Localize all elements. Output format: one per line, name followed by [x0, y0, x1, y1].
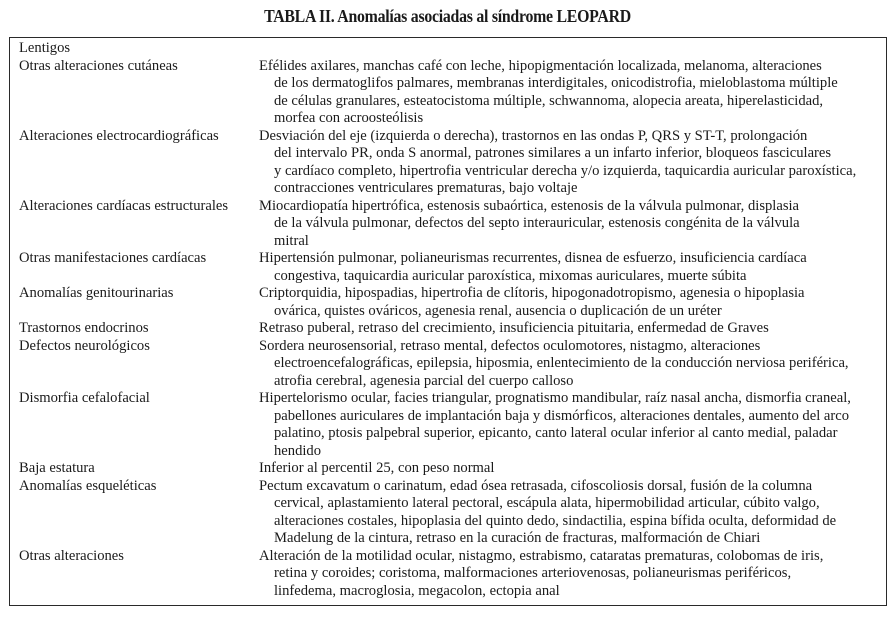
- description-line: de los dermatoglifos palmares, membranas interdigitales, onicodistrofia, mieloblastoma múltiple: [274, 75, 838, 91]
- table-row: [19, 198, 885, 251]
- row-label: Alteraciones electrocardiográficas: [19, 127, 219, 144]
- description-line: Retraso puberal, retraso del crecimiento, insuficiencia pituitaria, enfermedad de Graves: [259, 320, 769, 336]
- row-label: Lentigos: [19, 40, 71, 56]
- row-label: Otras alteraciones cutáneas: [19, 57, 178, 74]
- description-line: hendido: [274, 442, 322, 459]
- description-line: congestiva, taquicardia auricular paroxística, mixomas auriculares, muerte súbita: [274, 267, 747, 284]
- description-line: morfea con acroosteólisis: [274, 110, 424, 126]
- description-line: palatino, ptosis palpebral superior, epicanto, canto lateral ocular inferior al canto medial, paladar: [274, 425, 838, 441]
- description-line: Hipertensión pulmonar, polianeurismas recurrentes, disnea de esfuerzo, insuficiencia cardíaca: [259, 250, 807, 266]
- table-row: [19, 40, 885, 58]
- row-description: [259, 390, 885, 460]
- table-row: [19, 460, 885, 478]
- table-row: [19, 548, 885, 601]
- row-description: [259, 320, 885, 338]
- description-line: Sordera neurosensorial, retraso mental, defectos oculomotores, nistagmo, alteraciones: [259, 337, 761, 354]
- description-line: pabellones auriculares de implantación baja y dismórficos, alteraciones dentales, aumento del arco: [274, 407, 850, 424]
- row-description: [259, 198, 885, 251]
- description-line: retina y coroides; coristoma, malformaciones arteriovenosas, polianeurismas periféricos,: [274, 565, 792, 581]
- description-line: Criptorquidia, hipospadias, hipertrofia de clítoris, hipogonadotropismo, agenesia o hipoplasia: [259, 285, 805, 301]
- row-description: [259, 58, 885, 128]
- row-label: Trastornos endocrinos: [19, 320, 149, 336]
- row-description: [259, 478, 885, 548]
- table-row: [19, 285, 885, 320]
- description-line: mitral: [274, 232, 309, 249]
- description-line: Madelung de la cintura, retraso en la curación de fracturas, malformación de Chiari: [274, 530, 761, 546]
- description-line: Hipertelorismo ocular, facies triangular, prognatismo mandibular, raíz nasal ancha, dismorfia craneal,: [259, 390, 851, 406]
- row-description: [259, 338, 885, 391]
- description-line: y cardíaco completo, hipertrofia ventricular derecha y/o izquierda, taquicardia auricular paroxística,: [274, 162, 857, 179]
- table-title: TABLA II. Anomalías asociadas al síndrome LEOPARD: [264, 6, 631, 26]
- table-row: [19, 58, 885, 128]
- description-line: Miocardiopatía hipertrófica, estenosis subaórtica, estenosis de la válvula pulmonar, displasia: [259, 197, 800, 214]
- table-row: [19, 338, 885, 391]
- description-line: Efélides axilares, manchas café con leche, hipopigmentación localizada, melanoma, alteraciones: [259, 57, 822, 74]
- description-line: linfedema, macroglosia, megacolon, ectopia anal: [274, 582, 560, 599]
- description-line: alteraciones costales, hipoplasia del quinto dedo, sindactilia, espina bífida oculta, deformidad de: [274, 512, 837, 529]
- anomalies-table: [9, 37, 887, 606]
- row-description: [259, 285, 885, 320]
- table-body: [19, 40, 885, 600]
- row-label: Anomalías esqueléticas: [19, 477, 157, 494]
- table-row: [19, 320, 885, 338]
- row-label: Anomalías genitourinarias: [19, 285, 174, 301]
- description-line: del intervalo PR, onda S anormal, patrones similares a un infarto inferior, bloqueos fasciculares: [274, 145, 832, 161]
- description-line: Alteración de la motilidad ocular, nistagmo, estrabismo, cataratas prematuras, colobomas de iris,: [259, 547, 824, 564]
- description-line: Inferior al percentil 25, con peso normal: [259, 460, 495, 476]
- row-description: [259, 40, 885, 58]
- description-line: ovárica, quistes ováricos, agenesia renal, ausencia o duplicación de un uréter: [274, 302, 722, 319]
- row-label: Alteraciones cardíacas estructurales: [19, 197, 229, 214]
- row-label: Baja estatura: [19, 460, 95, 476]
- row-description: [259, 250, 885, 285]
- table-row: [19, 478, 885, 548]
- description-line: cervical, aplastamiento lateral pectoral, escápula alata, hipermobilidad articular, cúbito valgo,: [274, 495, 820, 511]
- row-label: Dismorfia cefalofacial: [19, 390, 150, 406]
- description-line: de células granulares, esteatocistoma múltiple, schwannoma, alopecia areata, hiperelasticidad,: [274, 92, 824, 109]
- description-line: electroencefalográficas, epilepsia, hiposmia, enlentecimiento de la conducción nerviosa periférica,: [274, 355, 849, 371]
- row-label: Defectos neurológicos: [19, 337, 150, 354]
- row-label: Otras manifestaciones cardíacas: [19, 250, 207, 266]
- row-label: Otras alteraciones: [19, 547, 124, 564]
- description-line: de la válvula pulmonar, defectos del septo interauricular, estenosis congénita de la válvula: [274, 215, 800, 231]
- row-description: [259, 128, 885, 198]
- table-row: [19, 250, 885, 285]
- table-row: [19, 128, 885, 198]
- description-line: atrofia cerebral, agenesia parcial del cuerpo calloso: [274, 372, 574, 389]
- description-line: contracciones ventriculares prematuras, bajo voltaje: [274, 180, 578, 196]
- table-row: [19, 390, 885, 460]
- description-line: Desviación del eje (izquierda o derecha), trastornos en las ondas P, QRS y ST-T, prolongación: [259, 127, 808, 144]
- row-description: [259, 548, 885, 601]
- description-line: Pectum excavatum o carinatum, edad ósea retrasada, cifoscoliosis dorsal, fusión de la columna: [259, 477, 813, 494]
- row-description: [259, 460, 885, 478]
